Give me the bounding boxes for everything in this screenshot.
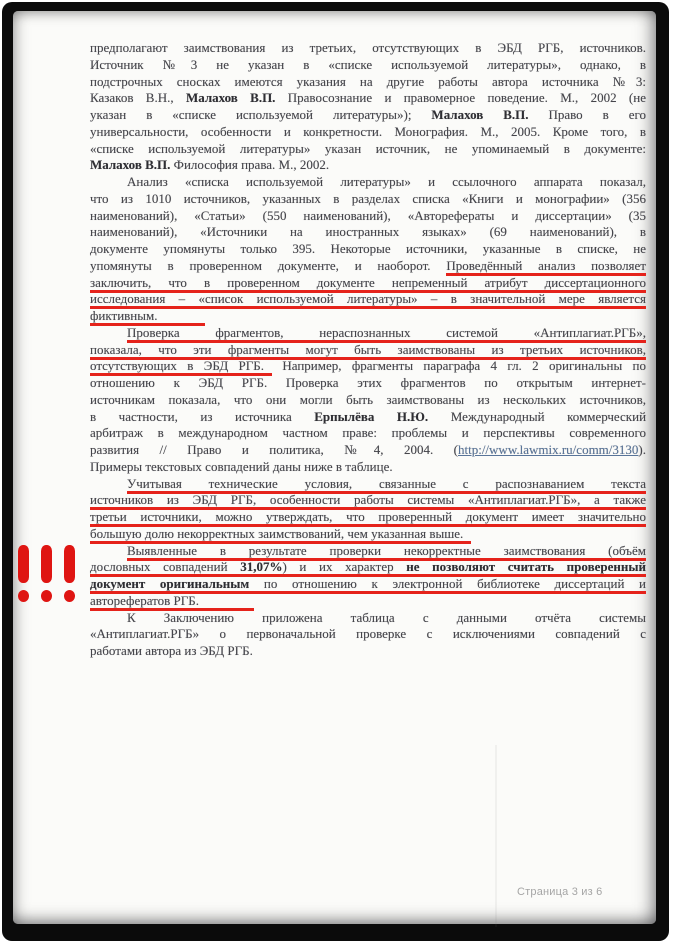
- text-line: [90, 57, 646, 74]
- text-run: фиктивным.: [90, 308, 205, 326]
- text-run: универсальности, особенности и конкретности. Монография. М., 2005. Кроме того, в: [90, 123, 646, 139]
- text-line: [90, 375, 646, 392]
- text-run: работами автора из ЭБД РГБ.: [90, 643, 253, 658]
- text-run: дословных совпадений: [90, 559, 240, 577]
- text-line: [90, 174, 646, 191]
- text-run: источникам показала, что они могли быть заимствованы из нескольких источников,: [90, 391, 646, 407]
- lawmix-url-link[interactable]: http://www.lawmix.ru/comm/3130: [457, 442, 639, 457]
- text-line: [90, 559, 646, 576]
- text-run: Учитывая технические условия, связанные с распознаванием текста: [127, 476, 646, 494]
- paragraph: [90, 40, 646, 174]
- text-line: [90, 442, 646, 459]
- text-line: [90, 90, 646, 107]
- document-page: [13, 11, 656, 924]
- text-run: не позволяют считать проверенный: [406, 559, 646, 577]
- paragraph: [90, 325, 646, 476]
- text-run: Источник №3 не указан в «списке используемой литературы», однако, в: [90, 56, 646, 72]
- text-line: [90, 643, 646, 660]
- page-number-footer: Страница 3 из 6: [517, 886, 603, 898]
- text-run: «Антиплагиат.РГБ» о первоначальной проверке с исключениями совпадений с: [90, 626, 646, 642]
- paragraph: [90, 610, 646, 660]
- scan-artifact-line: [495, 745, 497, 927]
- text-line: [90, 107, 646, 124]
- text-line: [90, 258, 646, 275]
- text-run: ).: [638, 442, 646, 457]
- text-line: [90, 275, 646, 292]
- text-run: в частности, из источника: [90, 408, 315, 424]
- exclamation-mark-icon: [64, 545, 75, 603]
- text-run: ) и их характер: [282, 559, 406, 577]
- text-run: по отношению к электронной библиотеке диссертаций и: [249, 576, 646, 594]
- text-run: арбитраж в международном частном праве: проблемы и перспективы современного: [90, 425, 646, 441]
- text-run: большую долю некорректных заимствований, чем указанная выше.: [90, 526, 471, 544]
- text-run: документе упомянуты только 395. Некоторые источники, указанные в списке, не: [90, 241, 646, 256]
- text-run: Проверка фрагментов, нераспознанных системой «Антиплагиат.РГБ»,: [127, 325, 646, 343]
- text-line: [90, 40, 646, 57]
- text-line: [90, 141, 646, 158]
- text-run: Право в его: [528, 107, 646, 122]
- text-run: подстрочных сносках имеются указания на другие работы автора источника №3:: [90, 73, 646, 89]
- text-line: [90, 610, 646, 627]
- text-line: [90, 208, 646, 225]
- text-line: [90, 409, 646, 426]
- text-line: [90, 224, 646, 241]
- text-run: авторефератов РГБ.: [90, 593, 254, 611]
- text-run: указан в «списке используемой литературы»);: [90, 107, 432, 122]
- paragraph: [90, 174, 646, 325]
- text-run: что из 1010 источников, указанных в разделах списка «Книги и монографии» (356: [90, 190, 646, 206]
- text-line: [90, 308, 646, 325]
- text-run: К Заключению приложена таблица с данными отчёта системы: [127, 609, 646, 625]
- text-line: [90, 492, 646, 509]
- text-line: [90, 425, 646, 442]
- text-line: [90, 626, 646, 643]
- text-run: упомянуты в проверенном документе, и наоборот.: [90, 257, 447, 273]
- text-line: [90, 476, 646, 493]
- text-line: [90, 325, 646, 342]
- text-run: Анализ «списка используемой литературы» и ссылочного аппарата показал,: [127, 174, 646, 189]
- scan-border-frame: [2, 2, 669, 941]
- text-line: [90, 124, 646, 141]
- text-run: исследования – «список используемой литературы» – в значительной мере является: [90, 291, 646, 309]
- text-run: Например, фрагменты параграфа 4 гл. 2 оригинальны по: [272, 358, 646, 374]
- text-run: Малахов В.П.: [185, 90, 276, 106]
- text-run: показала, что эти фрагменты могут быть заимствованы из третьих источников,: [90, 342, 646, 360]
- text-line: [90, 392, 646, 409]
- text-run: Малахов В.П.: [90, 157, 171, 173]
- exclamation-mark-icon: [41, 545, 52, 603]
- text-run: Примеры текстовых совпадений даны ниже в таблице.: [90, 458, 393, 474]
- text-run: отсутствующих в ЭБД РГБ.: [90, 358, 272, 376]
- text-line: [90, 576, 646, 593]
- triple-exclamation-icon: [18, 545, 75, 603]
- text-run: третьи источники, можно утверждать, что проверенный документ имеет значительно: [90, 509, 646, 527]
- text-run: наименований), «Статьи» (550 наименований), «Авторефераты и диссертации» (35: [90, 207, 646, 223]
- text-line: [90, 526, 646, 543]
- text-run: Малахов В.П.: [431, 107, 529, 122]
- text-line: [90, 543, 646, 560]
- text-line: [90, 593, 646, 610]
- text-run: Ерпылёва Н.Ю.: [314, 408, 429, 424]
- text-run: «списке используемой литературы» указан источник, не упоминаемый в документе:: [90, 140, 646, 156]
- text-run: предполагают заимствования из третьих, отсутствующих в ЭБД РГБ, источников.: [90, 40, 646, 55]
- text-run: Казаков В.Н.,: [90, 90, 186, 106]
- text-run: Проведённый анализ позволяет: [446, 258, 646, 276]
- text-run: заключить, что в проверенном документе непременный атрибут диссертационного: [90, 275, 646, 293]
- paragraph: [90, 476, 646, 543]
- text-run: Выявленные в результате проверки некорректные заимствования (объём: [127, 543, 646, 561]
- text-line: [90, 358, 646, 375]
- text-line: [90, 291, 646, 308]
- text-line: [90, 342, 646, 359]
- text-run: наименований), «Источники на иностранных языках» (69 наименований), в: [90, 224, 646, 240]
- exclamation-mark-icon: [18, 545, 29, 603]
- document-text: [90, 40, 646, 660]
- text-run: источников из ЭБД РГБ, особенности работы системы «Антиплагиат.РГБ», а также: [90, 492, 646, 510]
- text-run: документ оригинальным: [90, 576, 249, 594]
- text-line: [90, 241, 646, 258]
- text-line: [90, 191, 646, 208]
- text-run: Философия права. М., 2002.: [170, 157, 330, 173]
- text-run: 31,07%: [240, 559, 282, 577]
- text-line: [90, 459, 646, 476]
- text-line: [90, 157, 646, 174]
- text-run: Международный коммерческий: [428, 408, 647, 424]
- text-run: Правосознание и правомерное поведение. М., 2002 (не: [275, 90, 646, 106]
- text-line: [90, 74, 646, 91]
- text-run: отношению к ЭБД РГБ. Проверка этих фрагментов по открытым интернет-: [90, 375, 646, 390]
- paragraph: [90, 543, 646, 610]
- text-run: развития // Право и политика, №4, 2004. (: [90, 442, 458, 457]
- text-line: [90, 509, 646, 526]
